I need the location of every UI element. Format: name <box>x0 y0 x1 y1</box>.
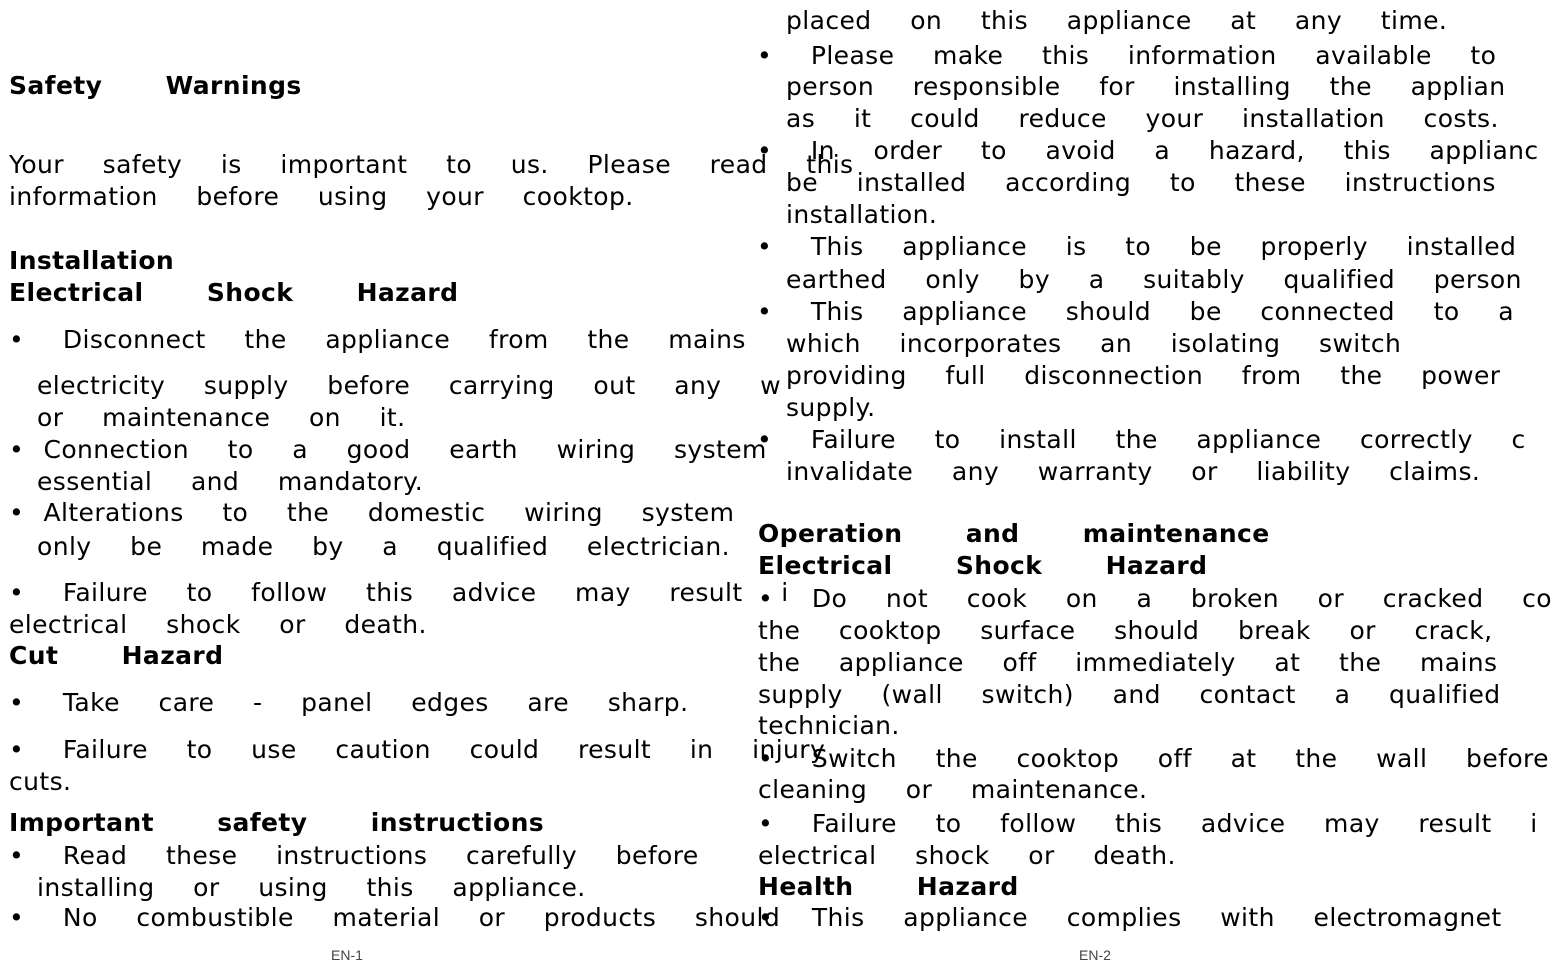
text-line: • Please make this information available to <box>757 41 1497 70</box>
text-line: installation. <box>786 200 938 229</box>
text-line: • This appliance should be connected to a <box>757 297 1514 326</box>
text-line: cleaning or maintenance. <box>758 775 1148 804</box>
text-line: providing full disconnection from the power <box>786 361 1501 390</box>
text-line: • Connection to a good earth wiring system <box>9 435 767 464</box>
operation-maintenance-heading: Operation and maintenance <box>758 519 1270 548</box>
electrical-shock-heading: Electrical Shock Hazard <box>758 551 1208 580</box>
text-line: electrical shock or death. <box>758 841 1176 870</box>
text-line: • In order to avoid a hazard, this applianc <box>757 136 1539 165</box>
text-line: • Failure to follow this advice may result i <box>9 578 789 607</box>
text-line: • Disconnect the appliance from the mains <box>9 325 746 354</box>
text-line: installing or using this appliance. <box>37 873 586 902</box>
text-line: as it could reduce your installation costs. <box>786 104 1499 133</box>
text-line: • No combustible material or products should <box>9 903 781 932</box>
text-line: • This appliance is to be properly installed <box>757 232 1517 261</box>
electrical-shock-heading: Electrical Shock Hazard <box>9 278 459 307</box>
page-number-left: EN-1 <box>331 947 363 963</box>
right-page <box>757 0 1552 973</box>
text-line: • Read these instructions carefully before <box>9 841 699 870</box>
text-line: be installed according to these instructions <box>786 168 1496 197</box>
text-line: • Switch the cooktop off at the wall before <box>758 744 1549 773</box>
text-line: invalidate any warranty or liability claims. <box>786 457 1481 486</box>
text-line: • Failure to follow this advice may result i <box>758 809 1538 838</box>
text-line: technician. <box>758 711 900 740</box>
text-line: earthed only by a suitably qualified person <box>786 265 1522 294</box>
text-line: which incorporates an isolating switch <box>786 329 1402 358</box>
text-line: the cooktop surface should break or crack, <box>758 616 1493 645</box>
text-line: cuts. <box>9 767 72 796</box>
important-safety-heading: Important safety instructions <box>9 808 545 837</box>
installation-heading: Installation <box>9 246 175 275</box>
text-line: • This appliance complies with electromagnet <box>758 903 1502 932</box>
text-line: the appliance off immediately at the mains <box>758 648 1498 677</box>
text-line: or maintenance on it. <box>37 403 406 432</box>
text-line: • Do not cook on a broken or cracked co <box>758 584 1552 613</box>
text-line: person responsible for installing the applian <box>786 72 1506 101</box>
cut-hazard-heading: Cut Hazard <box>9 641 224 670</box>
text-line: supply (wall switch) and contact a qualified <box>758 680 1501 709</box>
text-line: essential and mandatory. <box>37 467 424 496</box>
text-line: • Alterations to the domestic wiring system <box>9 498 735 527</box>
text-line: placed on this appliance at any time. <box>786 6 1448 35</box>
intro-line: information before using your cooktop. <box>9 182 634 211</box>
intro-line: Your safety is important to us. Please read this <box>9 150 854 179</box>
text-line: • Failure to use caution could result in injury <box>9 735 826 764</box>
text-line: supply. <box>786 393 876 422</box>
text-line: • Take care - panel edges are sharp. <box>9 688 689 717</box>
text-line: only be made by a qualified electrician. <box>37 532 731 561</box>
text-line: electricity supply before carrying out any w <box>37 371 781 400</box>
page-number-right: EN-2 <box>1079 947 1111 963</box>
safety-warnings-heading: Safety Warnings <box>9 71 302 100</box>
text-line: electrical shock or death. <box>9 610 427 639</box>
health-hazard-heading: Health Hazard <box>758 872 1019 901</box>
text-line: • Failure to install the appliance correctly c <box>757 425 1526 454</box>
